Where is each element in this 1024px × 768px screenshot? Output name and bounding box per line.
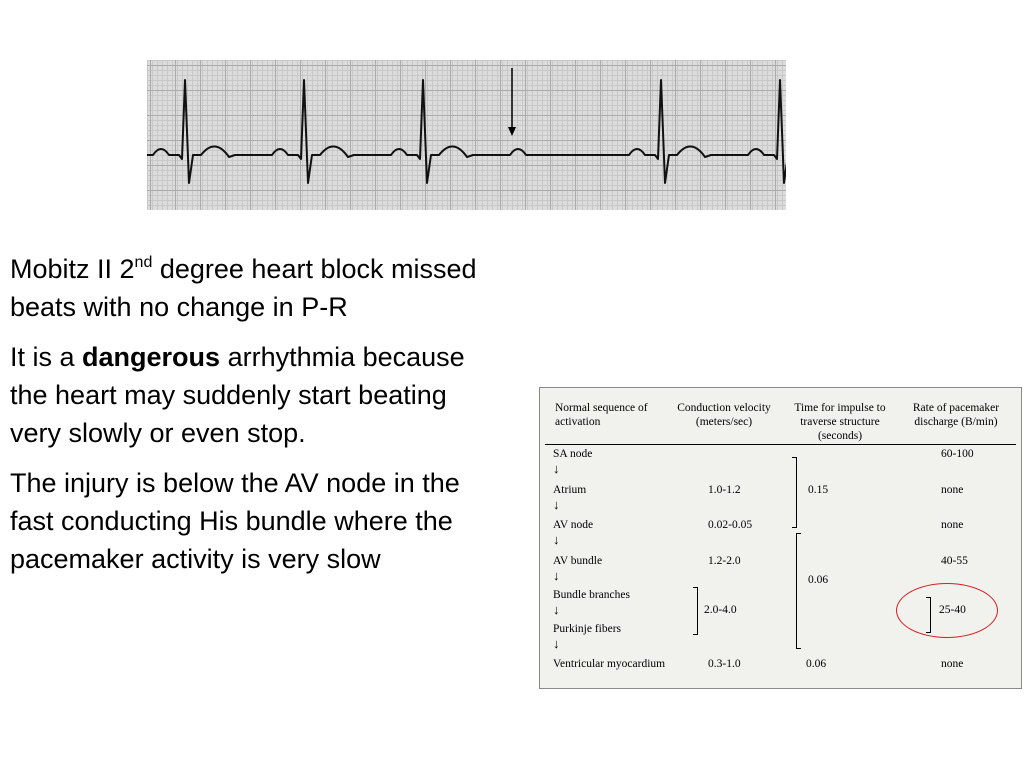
header-time: Time for impulse to traverse structure (seconds) [794, 402, 886, 442]
down-arrow-icon: ↓ [553, 568, 560, 583]
down-arrow-icon: ↓ [553, 497, 560, 512]
row-atrium: Atrium [553, 484, 587, 496]
down-arrow-icon [508, 68, 516, 136]
conduction-table [539, 387, 1022, 689]
velocity-atrium: 1.0-1.2 [708, 484, 741, 496]
bracket-av-purkinje [796, 533, 801, 649]
down-arrow-icon: ↓ [553, 532, 560, 547]
down-arrow-icon: ↓ [553, 636, 560, 651]
row-av-node: AV node [553, 519, 594, 531]
time-av-to-purkinje: 0.06 [808, 574, 829, 586]
time-sa-to-av: 0.15 [808, 484, 829, 496]
rate-bundle-purkinje: 25-40 [939, 604, 966, 616]
ecg-strip [147, 60, 786, 210]
down-arrow-icon: ↓ [553, 461, 560, 476]
dangerous-emphasis: dangerous [82, 342, 221, 372]
header-divider [545, 444, 1016, 445]
dangerous-prefix: It is a [10, 342, 83, 372]
ordinal-superscript: nd [134, 254, 153, 271]
paragraph-injury: The injury is below the AV node in the fast conducting His bundle where the pacemaker activity is very slow [10, 468, 460, 574]
rate-sa-node: 60-100 [941, 448, 974, 460]
ecg-waveform [147, 80, 786, 183]
row-av-bundle: AV bundle [553, 555, 603, 567]
time-ventricular: 0.06 [806, 658, 827, 670]
rate-av-node: none [941, 519, 964, 531]
paragraph-dangerous [10, 338, 500, 452]
slide-text [10, 250, 500, 590]
header-velocity: Conduction velocity (meters/sec) [677, 402, 771, 428]
velocity-ventricular: 0.3-1.0 [708, 658, 741, 670]
velocity-bundle-purkinje: 2.0-4.0 [704, 604, 737, 616]
row-ventricular: Ventricular myocardium [553, 658, 666, 670]
velocity-av-node: 0.02-0.05 [708, 519, 753, 531]
mobitz-suffix: degree heart block [152, 254, 384, 284]
velocity-av-bundle: 1.2-2.0 [708, 555, 741, 567]
rate-atrium: none [941, 484, 964, 496]
rate-ventricular: none [941, 658, 964, 670]
row-bundle-branches: Bundle branches [553, 589, 630, 601]
header-rate: Rate of pacemaker discharge (B/min) [912, 402, 1000, 428]
bracket-bundle-velocity [693, 587, 698, 635]
ecg-trace [147, 60, 786, 210]
row-sa-node: SA node [553, 448, 593, 460]
highlight-circle [896, 583, 998, 638]
header-sequence: Normal sequence of activation [555, 402, 648, 428]
bracket-sa-av [792, 457, 797, 528]
dangerous-suffix: arrhythmia because the heart may suddenly start beating very slowly or even stop. [10, 342, 465, 448]
down-arrow-icon: ↓ [553, 602, 560, 617]
mobitz-rest: missed beats with no change in P-R [10, 254, 477, 322]
mobitz-prefix: Mobitz II 2 [10, 254, 135, 284]
rate-av-bundle: 40-55 [941, 555, 968, 567]
paragraph-mobitz [10, 250, 500, 326]
row-purkinje: Purkinje fibers [553, 623, 622, 635]
